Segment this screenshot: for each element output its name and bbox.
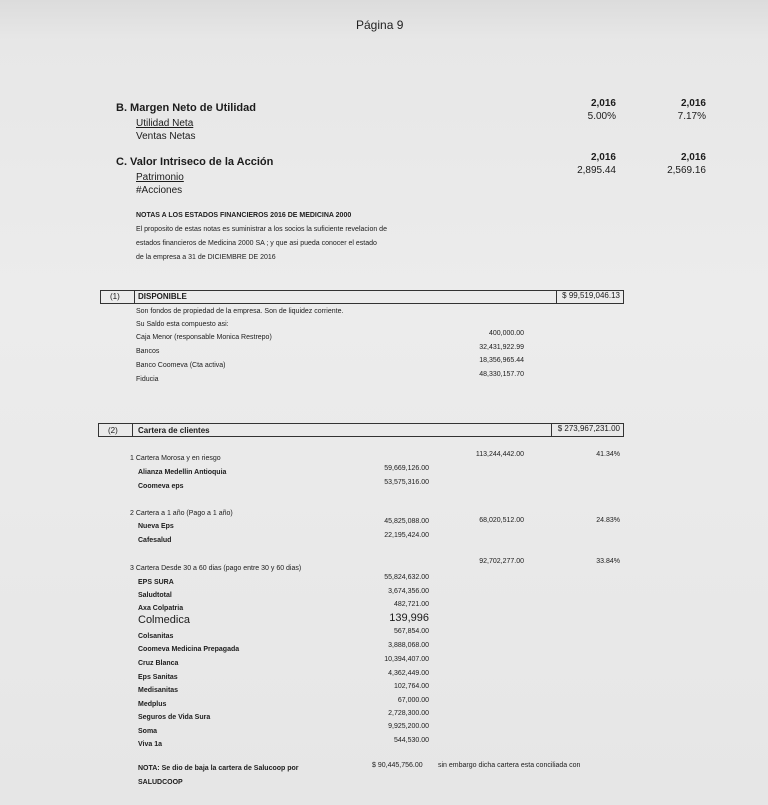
group2-subtotal: 68,020,512.00 <box>479 517 524 524</box>
cartera-item-value: 4,362,449.00 <box>388 670 429 677</box>
disponible-divider <box>134 290 135 304</box>
notes-line-1: El proposito de estas notas es suministrar a los socios la suficiente revelacion de <box>136 226 387 233</box>
group1-subtotal: 113,244,442.00 <box>475 451 524 458</box>
disponible-item-value: 400,000.00 <box>488 330 524 337</box>
cartera-item-value: 482,721.00 <box>393 601 429 608</box>
cartera-item-label: Colmedica <box>138 614 190 626</box>
cartera-item-value: 59,669,126.00 <box>384 465 429 472</box>
disponible-desc-2: Su Saldo esta compuesto asi: <box>136 321 229 328</box>
cartera-item-label: Seguros de Vida Sura <box>138 714 211 721</box>
notes-line-2: estados financieros de Medicina 2000 SA ; y que asi pueda conocer el estado <box>136 240 377 247</box>
nota-text: sin embargo dicha cartera esta conciliada con <box>438 762 581 769</box>
cartera-item-label: Saludtotal <box>138 592 172 599</box>
disponible-total: $ 99,519,046.13 <box>562 291 620 300</box>
cartera-item-value: 45,825,088.00 <box>384 518 429 525</box>
group3-title: 3 Cartera Desde 30 a 60 dias (pago entre 30 y 60 dias) <box>130 565 302 572</box>
page-header: Página 9 <box>356 18 404 32</box>
cartera-item-label: Medisanitas <box>138 687 179 694</box>
section-b-year1: 2,016 <box>590 98 616 109</box>
cartera-item-label: Soma <box>138 728 158 735</box>
cartera-item-value: 102,764.00 <box>393 683 429 690</box>
cartera-item-value: 139,996 <box>389 612 429 624</box>
disponible-item-value: 32,431,922.99 <box>479 344 524 351</box>
cartera-number: (2) <box>108 426 118 435</box>
group3-pct: 33.84% <box>596 558 620 565</box>
section-b-val2: 7.17% <box>677 111 706 122</box>
disponible-label: DISPONIBLE <box>138 292 187 301</box>
cartera-item-value: 9,925,200.00 <box>388 723 429 730</box>
disponible-item-label: Fiducia <box>136 376 159 383</box>
cartera-item-label: Alianza Medellin Antioquia <box>138 469 227 476</box>
disponible-item-label: Caja Menor (responsable Monica Restrepo) <box>136 334 272 341</box>
cartera-item-label: Cruz Blanca <box>138 660 179 667</box>
cartera-item-label: Cafesalud <box>138 537 172 544</box>
section-b-title: B. Margen Neto de Utilidad <box>116 102 256 114</box>
section-c-line1: Patrimonio <box>136 172 184 183</box>
cartera-item-label: Axa Colpatria <box>138 605 184 612</box>
notes-line-3: de la empresa a 31 de DICIEMBRE DE 2016 <box>136 254 276 261</box>
nota-amount: $ 90,445,756.00 <box>372 762 423 769</box>
cartera-item-value: 567,854.00 <box>393 628 429 635</box>
cartera-item-label: Colsanitas <box>138 633 174 640</box>
cartera-item-value: 10,394,407.00 <box>384 656 429 663</box>
cartera-item-value: 67,000.00 <box>397 697 429 704</box>
notes-title: NOTAS A LOS ESTADOS FINANCIEROS 2016 DE MEDICINA 2000 <box>136 212 352 219</box>
section-c-line2: #Acciones <box>136 185 183 196</box>
cartera-item-label: Medplus <box>138 701 167 708</box>
section-b-line2: Ventas Netas <box>136 131 196 142</box>
section-b-line1: Utilidad Neta <box>136 118 194 129</box>
cartera-item-value: 53,575,316.00 <box>384 479 429 486</box>
group1-pct: 41.34% <box>596 451 620 458</box>
cartera-item-label: Nueva Eps <box>138 523 174 530</box>
cartera-total: $ 273,967,231.00 <box>557 424 620 433</box>
cartera-item-label: Eps Sanitas <box>138 674 178 681</box>
group1-title: 1 Cartera Morosa y en riesgo <box>130 455 221 462</box>
disponible-item-label: Bancos <box>136 348 160 355</box>
cartera-item-label: Coomeva Medicina Prepagada <box>138 646 240 653</box>
section-c-title: C. Valor Intriseco de la Acción <box>116 156 274 168</box>
cartera-item-value: 2,728,300.00 <box>388 710 429 717</box>
section-c-val2: 2,569.16 <box>667 165 706 176</box>
section-b-year2: 2,016 <box>680 98 706 109</box>
group2-pct: 24.83% <box>596 517 620 524</box>
disponible-item-value: 18,356,965.44 <box>479 357 524 364</box>
section-c-year1: 2,016 <box>590 152 616 163</box>
cartera-item-label: Viva 1a <box>138 741 163 748</box>
disponible-number: (1) <box>110 292 120 301</box>
cartera-divider <box>132 423 133 437</box>
disponible-desc-1: Son fondos de propiedad de la empresa. Son de liquidez corriente. <box>136 308 344 315</box>
group2-title: 2 Cartera a 1 año (Pago a 1 año) <box>130 510 233 517</box>
cartera-item-value: 544,530.00 <box>393 737 429 744</box>
cartera-label: Cartera de clientes <box>138 426 210 435</box>
cartera-item-value: 3,888,068.00 <box>388 642 429 649</box>
cartera-item-value: 22,195,424.00 <box>384 532 429 539</box>
nota-label-2: SALUDCOOP <box>138 779 183 786</box>
section-b-val1: 5.00% <box>587 111 616 122</box>
cartera-item-value: 55,824,632.00 <box>384 574 429 581</box>
disponible-item-label: Banco Coomeva (Cta activa) <box>136 362 226 369</box>
cartera-item-label: EPS SURA <box>138 579 174 586</box>
section-c-val1: 2,895.44 <box>577 165 616 176</box>
section-c-year2: 2,016 <box>680 152 706 163</box>
cartera-item-label: Coomeva eps <box>138 483 184 490</box>
nota-label-1: NOTA: Se dio de baja la cartera de Salucoop por <box>138 765 299 772</box>
group3-subtotal: 92,702,277.00 <box>479 558 524 565</box>
cartera-item-value: 3,674,356.00 <box>388 588 429 595</box>
disponible-item-value: 48,330,157.70 <box>479 371 524 378</box>
